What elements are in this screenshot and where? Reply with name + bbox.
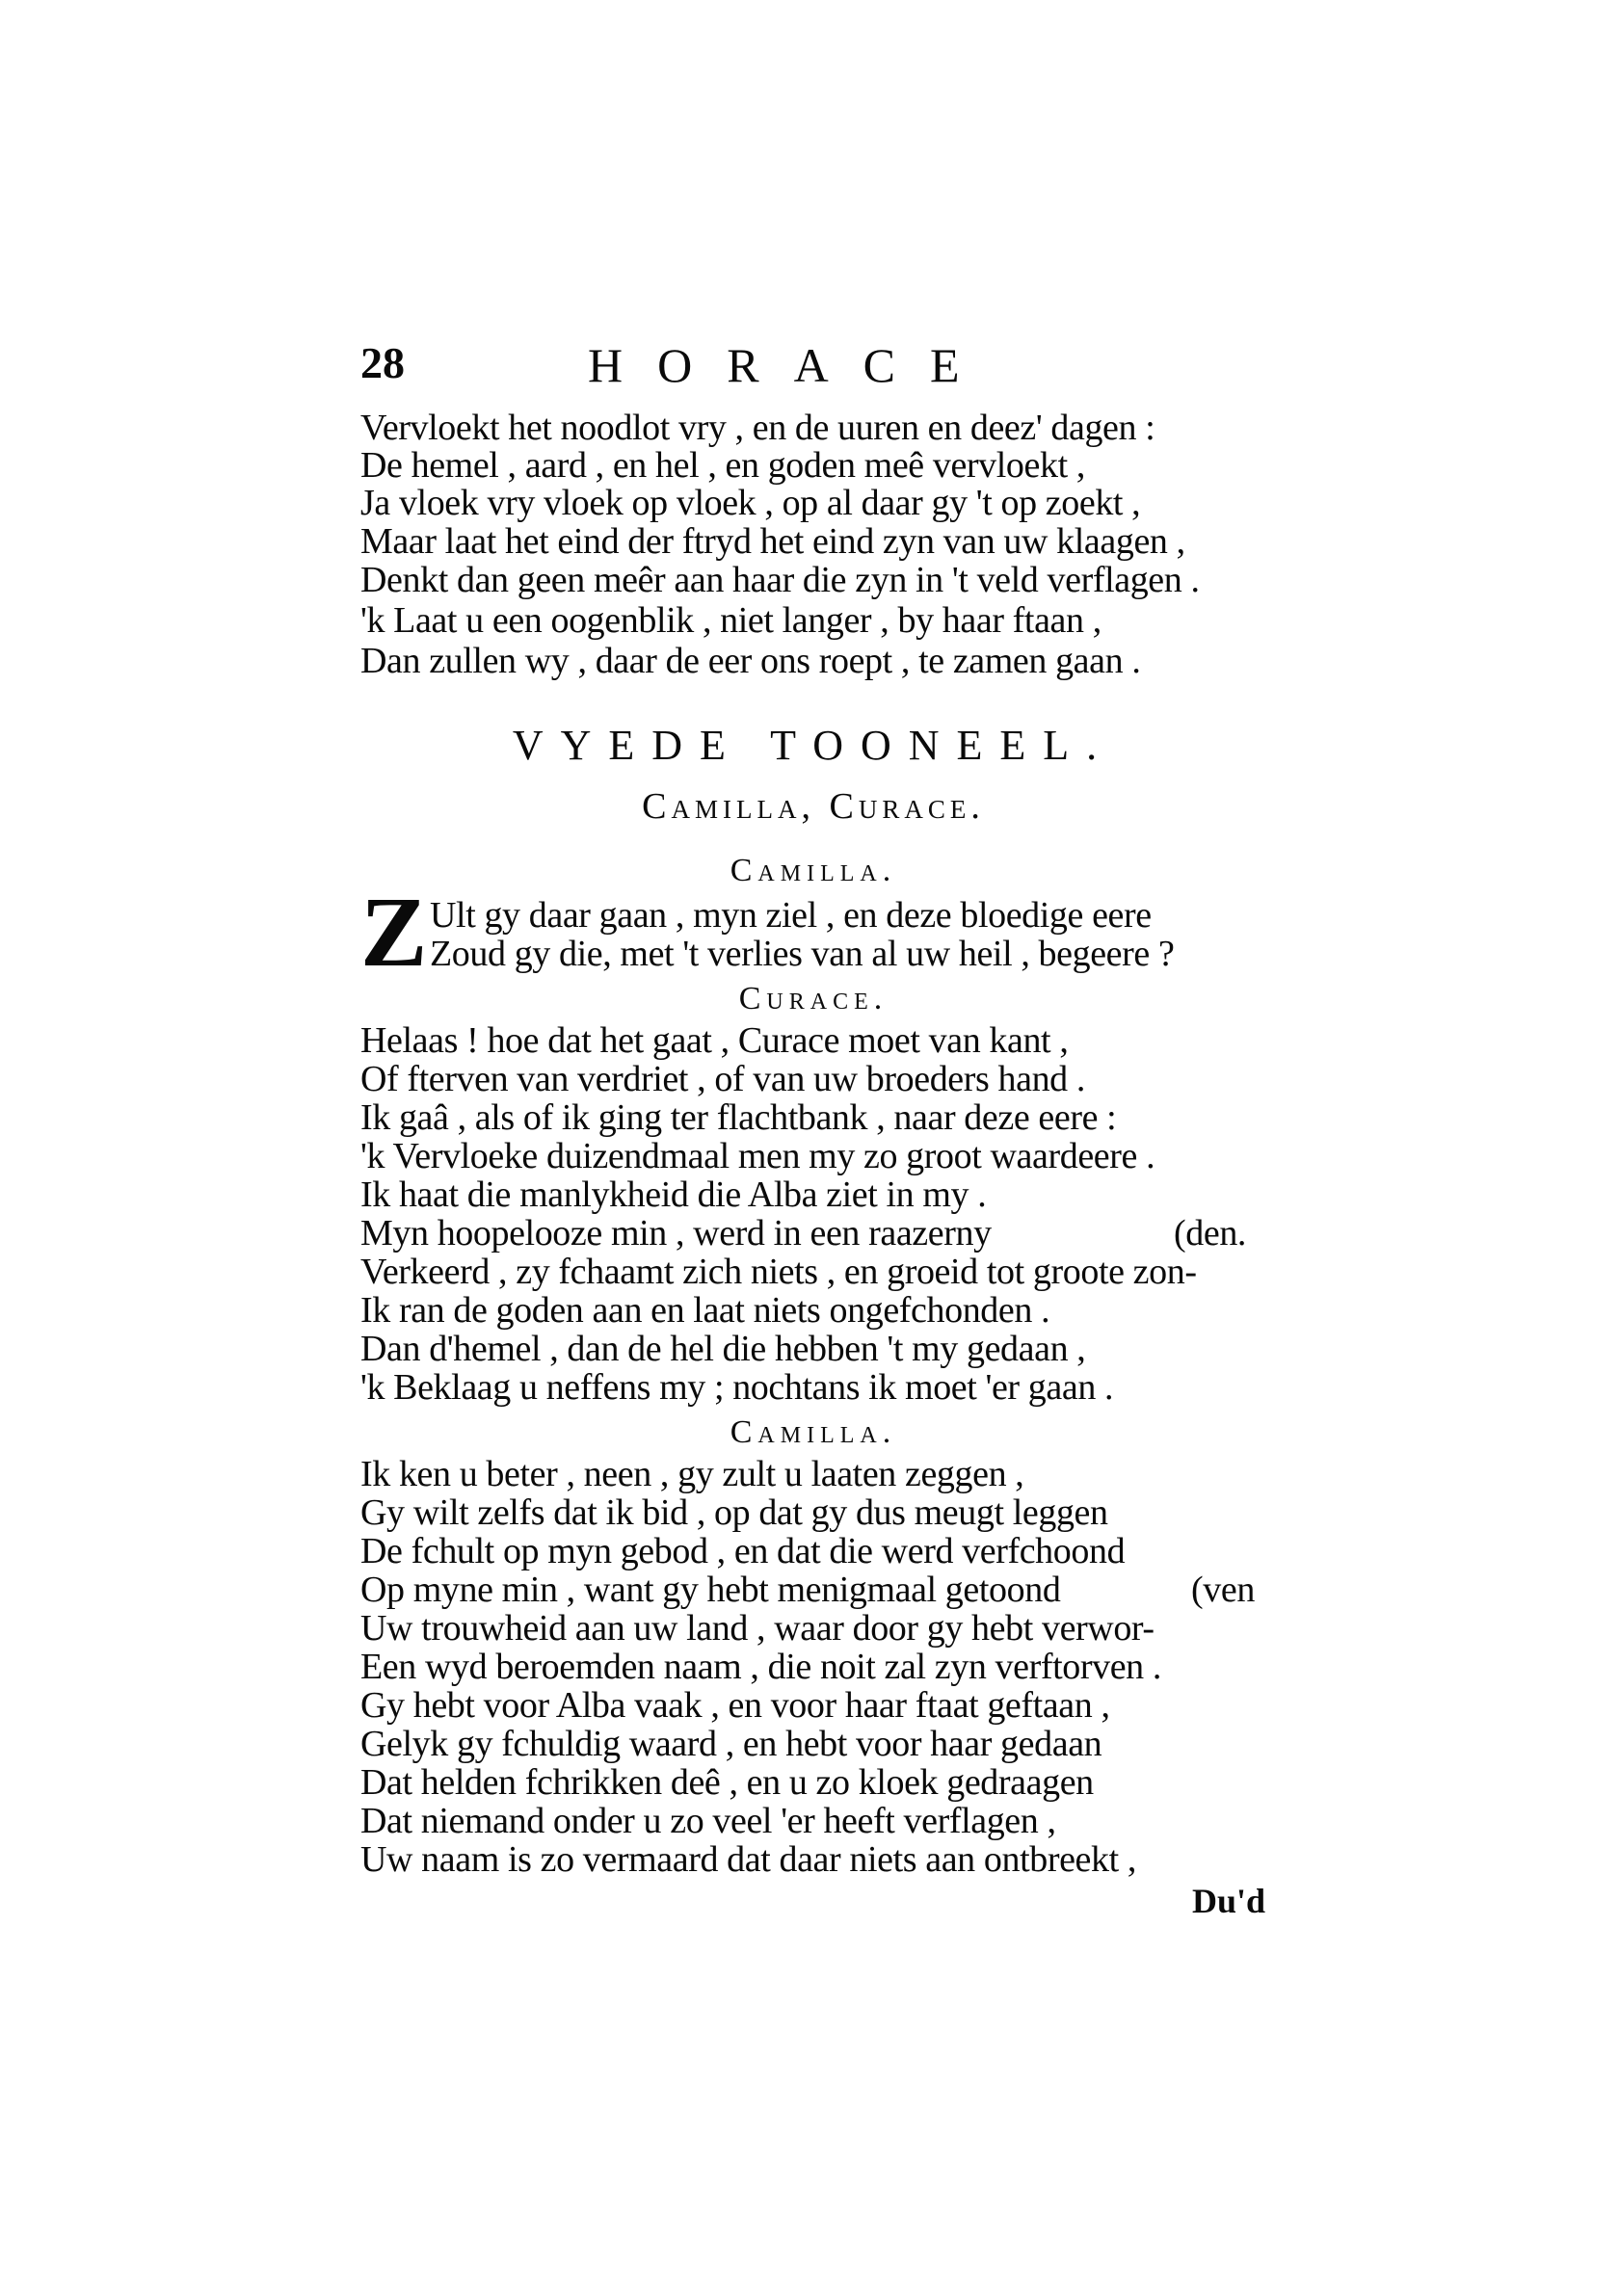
speaker-name: Curace. bbox=[738, 981, 889, 1016]
verse-line: Myn hoopelooze min , werd in een raazerny bbox=[360, 1213, 992, 1254]
drop-cap: Z bbox=[360, 877, 428, 988]
verse-line: Ik gaâ , als of ik ging ter flachtbank , naar deze eere : bbox=[360, 1097, 1117, 1138]
verse-line: Of fterven van verdriet , of van uw broeders hand . bbox=[360, 1059, 1085, 1099]
running-title: HORACE bbox=[588, 338, 995, 392]
verse-line: Ik ran de goden aan en laat niets ongefchonden . bbox=[360, 1290, 1050, 1331]
verse-line: Ja vloek vry vloek op vloek , op al daar gy 't op zoekt , bbox=[360, 483, 1141, 523]
verse-line: Maar laat het eind der ftryd het eind zyn van uw klaagen , bbox=[360, 521, 1185, 562]
verse-line: Helaas ! hoe dat het gaat , Curace moet van kant , bbox=[360, 1020, 1069, 1061]
verse-line: Ik ken u beter , neen , gy zult u laaten zeggen , bbox=[360, 1454, 1024, 1494]
verse-line: Uw trouwheid aan uw land , waar door gy hebt verwor- bbox=[360, 1608, 1155, 1649]
verse-line: 'k Laat u een oogenblik , niet langer , by haar ftaan , bbox=[360, 600, 1101, 641]
verse-line: Zoud gy die, met 't verlies van al uw heil , begeere ? bbox=[430, 934, 1175, 974]
verse-line: 'k Beklaag u neffens my ; nochtans ik moet 'er gaan . bbox=[360, 1367, 1114, 1408]
verse-line: Vervloekt het noodlot vry , en de uuren en deez' dagen : bbox=[360, 408, 1155, 448]
catchword: Du'd bbox=[1191, 1882, 1265, 1920]
verse-line: Gy wilt zelfs dat ik bid , op dat gy dus meugt leggen bbox=[360, 1492, 1108, 1533]
page-number: 28 bbox=[360, 338, 405, 387]
verse-line: Uw naam is zo vermaard dat daar niets aan ontbreekt , bbox=[360, 1839, 1136, 1880]
verse-line: Ik haat die manlykheid die Alba ziet in my . bbox=[360, 1174, 987, 1215]
verse-line: De hemel , aard , en hel , en goden meê vervloekt , bbox=[360, 445, 1085, 486]
verse-line: De fchult op myn gebod , en dat die werd verfchoond bbox=[360, 1531, 1126, 1571]
verse-line: Dat niemand onder u zo veel 'er heeft verflagen , bbox=[360, 1801, 1056, 1841]
verse-line: 'k Vervloeke duizendmaal men my zo groot waardeere . bbox=[360, 1136, 1155, 1176]
verse-overflow: (den. bbox=[1174, 1213, 1247, 1254]
verse-line: Dan d'hemel , dan de hel die hebben 't my gedaan , bbox=[360, 1329, 1086, 1369]
scene-heading: VYEDE TOONEEL. bbox=[512, 722, 1115, 769]
verse-line: Gelyk gy fchuldig waard , en hebt voor haar gedaan bbox=[360, 1724, 1102, 1764]
verse-line: Dat helden fchrikken deê , en u zo kloek gedraagen bbox=[360, 1762, 1094, 1803]
verse-line: Denkt dan geen meêr aan haar die zyn in 't veld verflagen . bbox=[360, 560, 1200, 600]
verse-line: Op myne min , want gy hebt menigmaal getoond bbox=[360, 1570, 1061, 1610]
verse-line: Een wyd beroemden naam , die noit zal zyn verftorven . bbox=[360, 1647, 1161, 1687]
scene-characters: Camilla, Curace. bbox=[642, 786, 985, 827]
verse-line: Verkeerd , zy fchaamt zich niets , en groeid tot groote zon- bbox=[360, 1252, 1197, 1292]
page-header bbox=[360, 337, 1266, 405]
verse-overflow: (ven bbox=[1191, 1570, 1255, 1610]
speaker-name: Camilla. bbox=[730, 1414, 897, 1450]
verse-line: Dan zullen wy , daar de eer ons roept , te zamen gaan . bbox=[360, 641, 1141, 681]
speaker-name: Camilla. bbox=[730, 853, 897, 888]
verse-line: Gy hebt voor Alba vaak , en voor haar ftaat geftaan , bbox=[360, 1685, 1110, 1726]
verse-line: Ult gy daar gaan , myn ziel , en deze bloedige eere bbox=[430, 895, 1152, 936]
